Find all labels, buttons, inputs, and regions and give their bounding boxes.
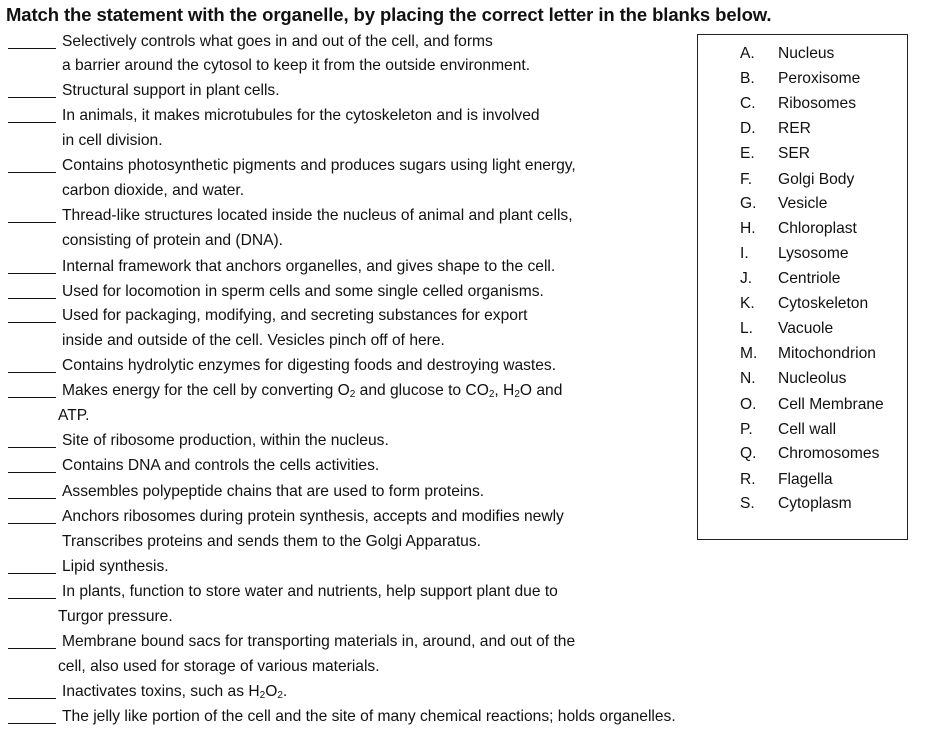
answer-blank[interactable] [8, 598, 56, 599]
option-name: RER [778, 120, 811, 137]
option-letter: Q. [740, 445, 757, 462]
question-text: Site of ribosome production, within the nucleus. [62, 432, 389, 449]
question-text: In animals, it makes microtubules for the cytoskeleton and is involved [62, 107, 540, 124]
option-letter: R. [740, 471, 756, 488]
option-name: Cell wall [778, 421, 837, 438]
question-text: Lipid synthesis. [62, 558, 169, 575]
answer-blank[interactable] [8, 372, 56, 373]
question-text: Thread-like structures located inside the nucleus of animal and plant cells, [62, 207, 573, 224]
question-continuation: in cell division. [62, 132, 163, 149]
question-text: Contains DNA and controls the cells activities. [62, 457, 380, 474]
option-letter: P. [740, 421, 753, 438]
option-letter: F. [740, 171, 753, 188]
option-letter: J. [740, 270, 753, 287]
option-letter: E. [740, 145, 755, 162]
option-name: Cell Membrane [778, 396, 884, 413]
answer-blank[interactable] [8, 523, 56, 524]
option-letter: L. [740, 320, 754, 337]
answer-blank[interactable] [8, 273, 56, 274]
question-continuation: consisting of protein and (DNA). [62, 232, 284, 249]
option-name: Chromosomes [778, 445, 880, 462]
question-continuation: Turgor pressure. [58, 608, 173, 625]
answer-blank[interactable] [8, 447, 56, 448]
option-letter: O. [740, 396, 757, 413]
question-text: Contains hydrolytic enzymes for digesting foods and destroying wastes. [62, 357, 557, 374]
question-text: Membrane bound sacs for transporting materials in, around, and out of the [62, 633, 576, 650]
option-name: Ribosomes [778, 95, 856, 112]
option-letter: N. [740, 370, 756, 387]
question-continuation: Transcribes proteins and sends them to the Golgi Apparatus. [62, 533, 481, 550]
answer-blank[interactable] [8, 298, 56, 299]
answer-blank[interactable] [8, 573, 56, 574]
question-text: Selectively controls what goes in and out of the cell, and forms [62, 33, 493, 50]
question-text: Internal framework that anchors organelles, and gives shape to the cell. [62, 258, 556, 275]
option-letter: K. [740, 295, 755, 312]
answer-blank[interactable] [8, 97, 56, 98]
answer-blank[interactable] [8, 723, 56, 724]
option-name: Peroxisome [778, 70, 861, 87]
option-letter: S. [740, 495, 755, 512]
option-name: Centriole [778, 270, 841, 287]
option-name: Lysosome [778, 245, 849, 262]
question-continuation: cell, also used for storage of various materials. [58, 658, 380, 675]
answer-blank[interactable] [8, 397, 56, 398]
question-text: The jelly like portion of the cell and the site of many chemical reactions; holds organelles. [62, 708, 676, 725]
option-name: Nucleus [778, 45, 835, 62]
question-continuation: inside and outside of the cell. Vesicles pinch off of here. [62, 332, 445, 349]
option-letter: D. [740, 120, 756, 137]
answer-blank[interactable] [8, 322, 56, 323]
question-text: Inactivates toxins, such as $H_2O_2$. [62, 683, 288, 701]
answer-choices-box [697, 34, 908, 540]
option-name: Chloroplast [778, 220, 857, 237]
answer-blank[interactable] [8, 122, 56, 123]
answer-blank[interactable] [8, 648, 56, 649]
option-name: Mitochondrion [778, 345, 876, 362]
question-text: Makes energy for the cell by converting $O_2$ and glucose to $CO_2$, $H_2O$ and [62, 382, 563, 400]
question-text: Anchors ribosomes during protein synthesis, accepts and modifies newly [62, 508, 564, 525]
question-text: Assembles polypeptide chains that are used to form proteins. [62, 483, 485, 500]
answer-blank[interactable] [8, 698, 56, 699]
option-letter: A. [740, 45, 755, 62]
option-letter: M. [740, 345, 758, 362]
answer-blank[interactable] [8, 472, 56, 473]
question-text: Used for packaging, modifying, and secreting substances for export [62, 307, 528, 324]
option-letter: G. [740, 195, 757, 212]
option-letter: H. [740, 220, 756, 237]
option-letter: C. [740, 95, 756, 112]
option-name: Cytoplasm [778, 495, 852, 512]
option-name: Golgi Body [778, 171, 855, 188]
question-continuation: ATP. [58, 407, 90, 424]
worksheet-title: Match the statement with the organelle, by placing the correct letter in the blanks below. [6, 4, 772, 25]
answer-blank[interactable] [8, 172, 56, 173]
answer-blank[interactable] [8, 498, 56, 499]
option-name: Cytoskeleton [778, 295, 869, 312]
question-continuation: a barrier around the cytosol to keep it from the outside environment. [62, 57, 531, 74]
option-letter: I. [740, 245, 749, 262]
option-letter: B. [740, 70, 755, 87]
question-text: Used for locomotion in sperm cells and some single celled organisms. [62, 283, 544, 300]
answer-blank[interactable] [8, 48, 56, 49]
question-text: Structural support in plant cells. [62, 82, 280, 99]
option-name: Nucleolus [778, 370, 847, 387]
answer-blank[interactable] [8, 222, 56, 223]
option-name: Vacuole [778, 320, 834, 337]
option-name: Vesicle [778, 195, 828, 212]
question-continuation: carbon dioxide, and water. [62, 182, 245, 199]
option-name: SER [778, 145, 811, 162]
option-name: Flagella [778, 471, 833, 488]
question-text: In plants, function to store water and nutrients, help support plant due to [62, 583, 558, 600]
question-text: Contains photosynthetic pigments and produces sugars using light energy, [62, 157, 576, 174]
